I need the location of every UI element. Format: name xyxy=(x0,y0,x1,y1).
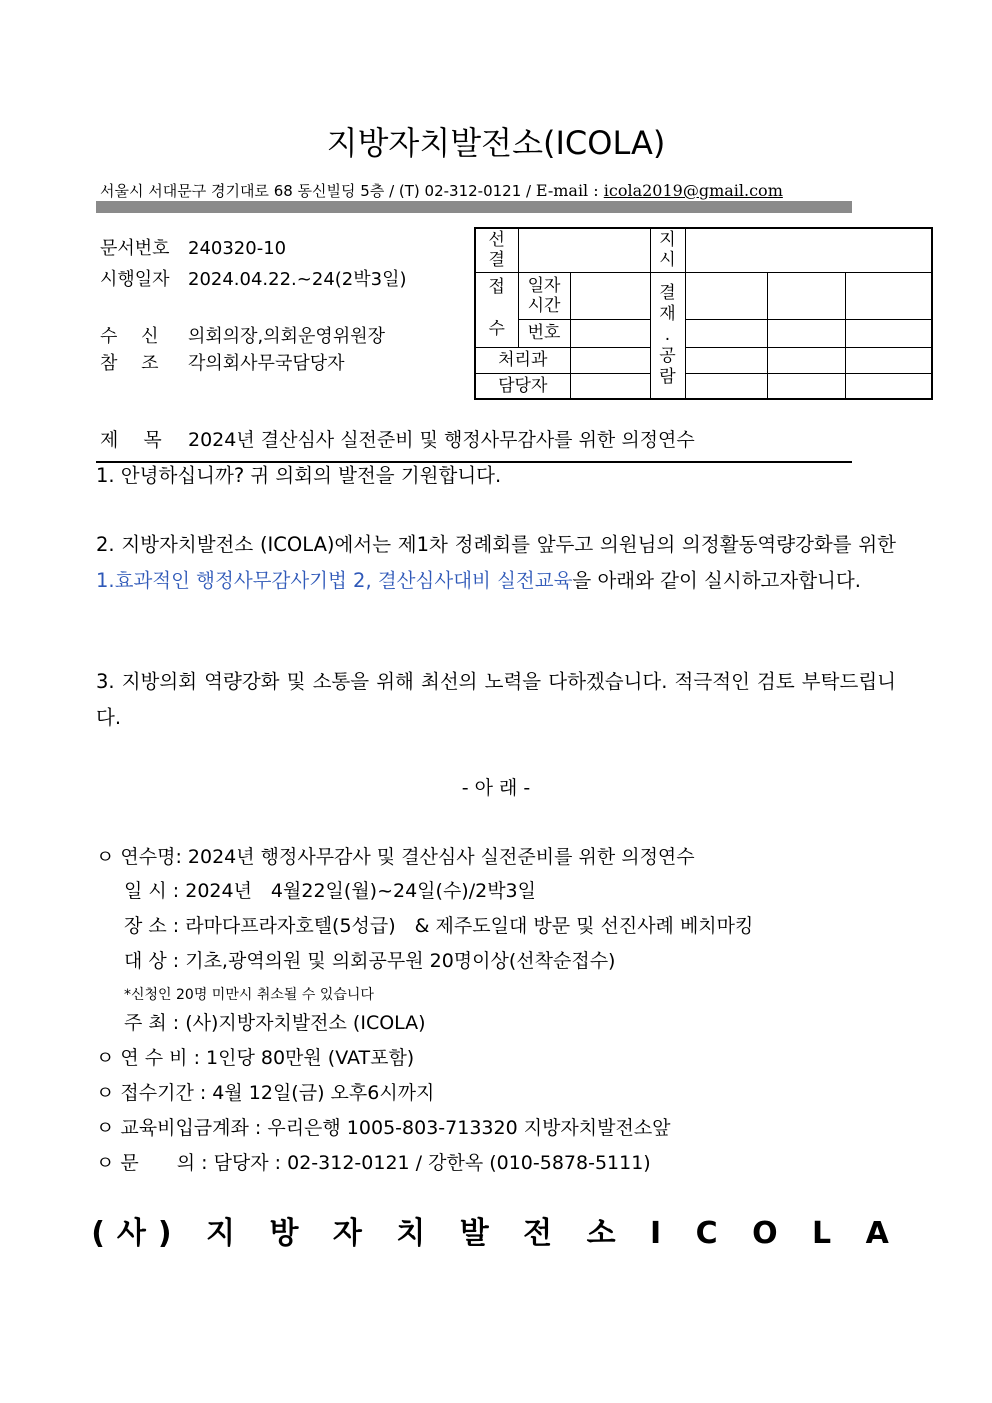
jeopsu-cell xyxy=(475,272,518,347)
recipient-value: 의회의장,의회운영위원장 xyxy=(188,326,385,347)
jeop-label: 접 xyxy=(488,276,505,297)
recipient-label: 수 신 xyxy=(100,326,159,347)
doc-number-label: 문서번호 xyxy=(100,238,170,259)
document-title: 지방자치발전소(ICOLA) xyxy=(326,124,666,162)
date-value: 2024.04.22.~24(2박3일) xyxy=(188,269,407,290)
iljasigan-cell xyxy=(570,272,650,319)
reference-row xyxy=(100,349,345,375)
reference-label: 참 조 xyxy=(100,353,159,374)
address-line xyxy=(100,180,783,201)
iljasigan-label: 일자 시간 xyxy=(518,272,570,319)
reference-value: 각의회사무국담당자 xyxy=(188,353,345,374)
address-text: 서울시 서대문구 경기대로 68 동신빌딩 5층 / (T) 02-312-0121 / xyxy=(100,182,536,200)
gyeoljae-cell-6 xyxy=(845,319,932,347)
subject-row xyxy=(100,425,695,452)
gyeoljae-cell-11 xyxy=(767,373,845,399)
seongyeol-cell xyxy=(518,228,650,272)
doc-number-value: 240320-10 xyxy=(188,238,287,259)
date-row xyxy=(100,265,407,291)
footer-organization: (사) 지 방 자 치 발 전 소 I C O L A xyxy=(91,1216,901,1251)
jisi-cell xyxy=(685,228,932,272)
email-label: E-mail : xyxy=(535,181,604,200)
paragraph-1: 1. 안녕하십니까? 귀 의회의 발전을 기원합니다. xyxy=(96,464,502,487)
gyeoljae-cell-4 xyxy=(685,319,767,347)
gyeoljae-cell-8 xyxy=(767,347,845,373)
detail-contact: ㅇ 문 의 : 담당자 : 02-312-0121 / 강한옥 (010-5878-5111) xyxy=(96,1152,651,1174)
cheorigwa-label: 처리과 xyxy=(475,347,570,373)
gyeoljae-cell-12 xyxy=(845,373,932,399)
damdangja-label: 담당자 xyxy=(475,373,570,399)
detail-host: 주 최 : (사)지방자치발전소 (ICOLA) xyxy=(124,1012,426,1034)
gyeoljae-label: 결 재 . 공 람 xyxy=(650,272,685,399)
subject-label: 제 목 xyxy=(100,429,162,451)
gyeoljae-cell-2 xyxy=(767,272,845,319)
gyeoljae-cell-3 xyxy=(845,272,932,319)
date-label: 시행일자 xyxy=(100,269,170,290)
paragraph-3: 3. 지방의회 역량강화 및 소통을 위해 최선의 노력을 다하겠습니다. 적극적인 검토 부탁드립니다. xyxy=(96,670,896,729)
detail-schedule: 일 시 : 2024년 4월22일(월)~24일(수)/2박3일 xyxy=(124,880,537,902)
paragraph-2-highlight: 1.효과적인 행정사무감사기법 2, 결산심사대비 실전교육 xyxy=(96,569,573,592)
detail-fee: ㅇ 연 수 비 : 1인당 80만원 (VAT포함) xyxy=(96,1047,415,1069)
detail-course-name: ㅇ 연수명: 2024년 행정사무감사 및 결산심사 실전준비를 위한 의정연수 xyxy=(96,846,695,868)
beonho-label: 번호 xyxy=(518,319,570,347)
detail-deadline: ㅇ 접수기간 : 4월 12일(금) 오후6시까지 xyxy=(96,1082,435,1104)
email-link[interactable]: icola2019@gmail.com xyxy=(603,181,783,200)
gyeoljae-cell-1 xyxy=(685,272,767,319)
detail-target: 대 상 : 기초,광역의원 및 의회공무원 20명이상(선착순접수) xyxy=(124,950,616,972)
doc-number-row xyxy=(100,234,286,260)
cheorigwa-cell xyxy=(570,347,650,373)
damdangja-cell xyxy=(570,373,650,399)
gyeoljae-cell-9 xyxy=(845,347,932,373)
recipient-row xyxy=(100,322,385,348)
approval-table xyxy=(474,227,933,400)
gyeoljae-cell-5 xyxy=(767,319,845,347)
detail-account: ㅇ 교육비입금계좌 : 우리은행 1005-803-713320 지방자치발전소앞 xyxy=(96,1117,671,1139)
paragraph-2-text-a: 2. 지방자치발전소 (ICOLA)에서는 제1차 정례회를 앞두고 의원님의 의정활동역량강화를 위한 xyxy=(96,533,896,556)
seongyeol-label: 선 결 xyxy=(475,228,518,272)
gyeoljae-cell-7 xyxy=(685,347,767,373)
detail-venue: 장 소 : 라마다프라자호텔(5성급) & 제주도일대 방문 및 선진사례 베치마킹 xyxy=(124,915,754,937)
detail-note: *신청인 20명 미만시 취소될 수 있습니다 xyxy=(124,987,374,1003)
header-divider xyxy=(96,201,852,213)
jisi-label: 지 시 xyxy=(650,228,685,272)
paragraph-2 xyxy=(96,527,896,599)
paragraph-2-text-b: 을 아래와 같이 실시하고자합니다. xyxy=(572,569,861,592)
beonho-cell xyxy=(570,319,650,347)
subject-text: 2024년 결산심사 실전준비 및 행정사무감사를 위한 의정연수 xyxy=(188,429,695,451)
below-heading: - 아 래 - xyxy=(461,777,531,799)
su-label: 수 xyxy=(488,318,505,339)
gyeoljae-cell-10 xyxy=(685,373,767,399)
